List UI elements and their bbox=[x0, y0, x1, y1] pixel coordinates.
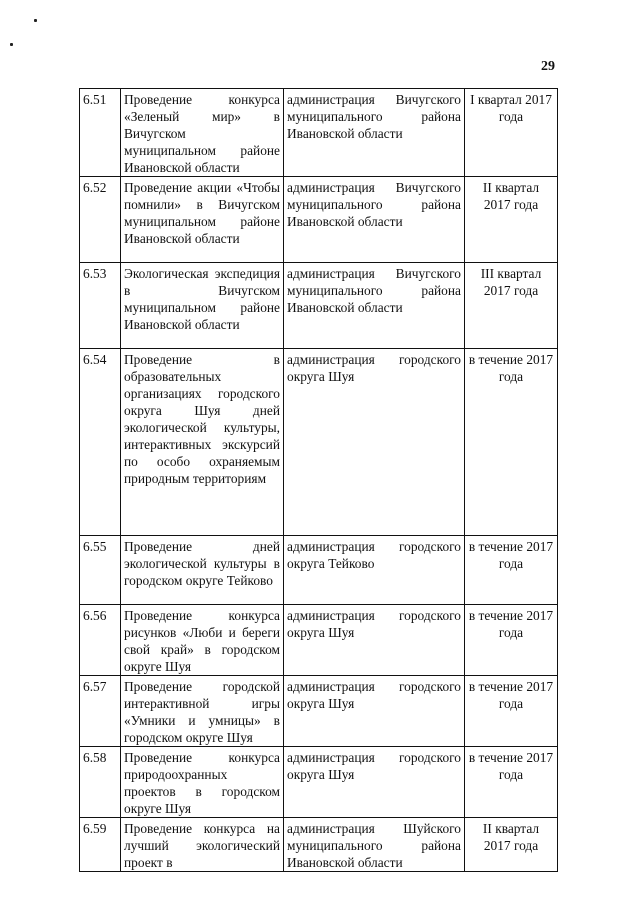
term: II квартал 2017 года bbox=[465, 818, 558, 872]
table-row bbox=[80, 263, 558, 349]
executor: администрация Вичугского муниципального района Ивановской области bbox=[284, 263, 465, 349]
activity-title: Проведение конкурса рисунков «Люби и береги свой край» в городском округе Шуя bbox=[121, 605, 284, 676]
scan-artifact-dot bbox=[10, 43, 13, 46]
activity-title: Проведение дней экологической культуры в городском округе Тейково bbox=[121, 536, 284, 605]
item-number: 6.55 bbox=[80, 536, 121, 605]
item-number: 6.54 bbox=[80, 349, 121, 536]
activity-title: Проведение конкурса «Зеленый мир» в Вичугском муниципальном районе Ивановской области bbox=[121, 89, 284, 177]
activity-title: Проведение в образовательных организациях городского округа Шуя дней экологической культуры, интерактивных экскурсий по особо охраняемым природным территориям bbox=[121, 349, 284, 536]
table-row bbox=[80, 89, 558, 177]
activities-table bbox=[79, 88, 558, 872]
item-number: 6.58 bbox=[80, 747, 121, 818]
activity-title: Проведение конкурса природоохранных проектов в городском округе Шуя bbox=[121, 747, 284, 818]
term: III квартал 2017 года bbox=[465, 263, 558, 349]
term: I квартал 2017 года bbox=[465, 89, 558, 177]
term: II квартал 2017 года bbox=[465, 177, 558, 263]
executor: администрация Шуйского муниципального района Ивановской области bbox=[284, 818, 465, 872]
activity-title: Проведение городской интерактивной игры «Умники и умницы» в городском округе Шуя bbox=[121, 676, 284, 747]
table-row bbox=[80, 177, 558, 263]
term: в течение 2017 года bbox=[465, 349, 558, 536]
item-number: 6.53 bbox=[80, 263, 121, 349]
executor: администрация городского округа Шуя bbox=[284, 349, 465, 536]
executor: администрация Вичугского муниципального района Ивановской области bbox=[284, 177, 465, 263]
term: в течение 2017 года bbox=[465, 747, 558, 818]
term: в течение 2017 года bbox=[465, 605, 558, 676]
term: в течение 2017 года bbox=[465, 536, 558, 605]
executor: администрация городского округа Шуя bbox=[284, 605, 465, 676]
table-row bbox=[80, 349, 558, 536]
activity-title: Проведение конкурса на лучший экологический проект в bbox=[121, 818, 284, 872]
executor: администрация городского округа Шуя bbox=[284, 676, 465, 747]
item-number: 6.57 bbox=[80, 676, 121, 747]
executor: администрация городского округа Шуя bbox=[284, 747, 465, 818]
item-number: 6.59 bbox=[80, 818, 121, 872]
table-row bbox=[80, 747, 558, 818]
item-number: 6.56 bbox=[80, 605, 121, 676]
table-row bbox=[80, 536, 558, 605]
table-row bbox=[80, 605, 558, 676]
executor: администрация городского округа Тейково bbox=[284, 536, 465, 605]
scan-artifact-dot bbox=[34, 19, 37, 22]
activity-title: Проведение акции «Чтобы помнили» в Вичугском муниципальном районе Ивановской области bbox=[121, 177, 284, 263]
activity-title: Экологическая экспедиция в Вичугском муниципальном районе Ивановской области bbox=[121, 263, 284, 349]
term: в течение 2017 года bbox=[465, 676, 558, 747]
table-row bbox=[80, 676, 558, 747]
page-number: 29 bbox=[541, 59, 555, 74]
executor: администрация Вичугского муниципального района Ивановской области bbox=[284, 89, 465, 177]
item-number: 6.51 bbox=[80, 89, 121, 177]
table-row bbox=[80, 818, 558, 872]
item-number: 6.52 bbox=[80, 177, 121, 263]
